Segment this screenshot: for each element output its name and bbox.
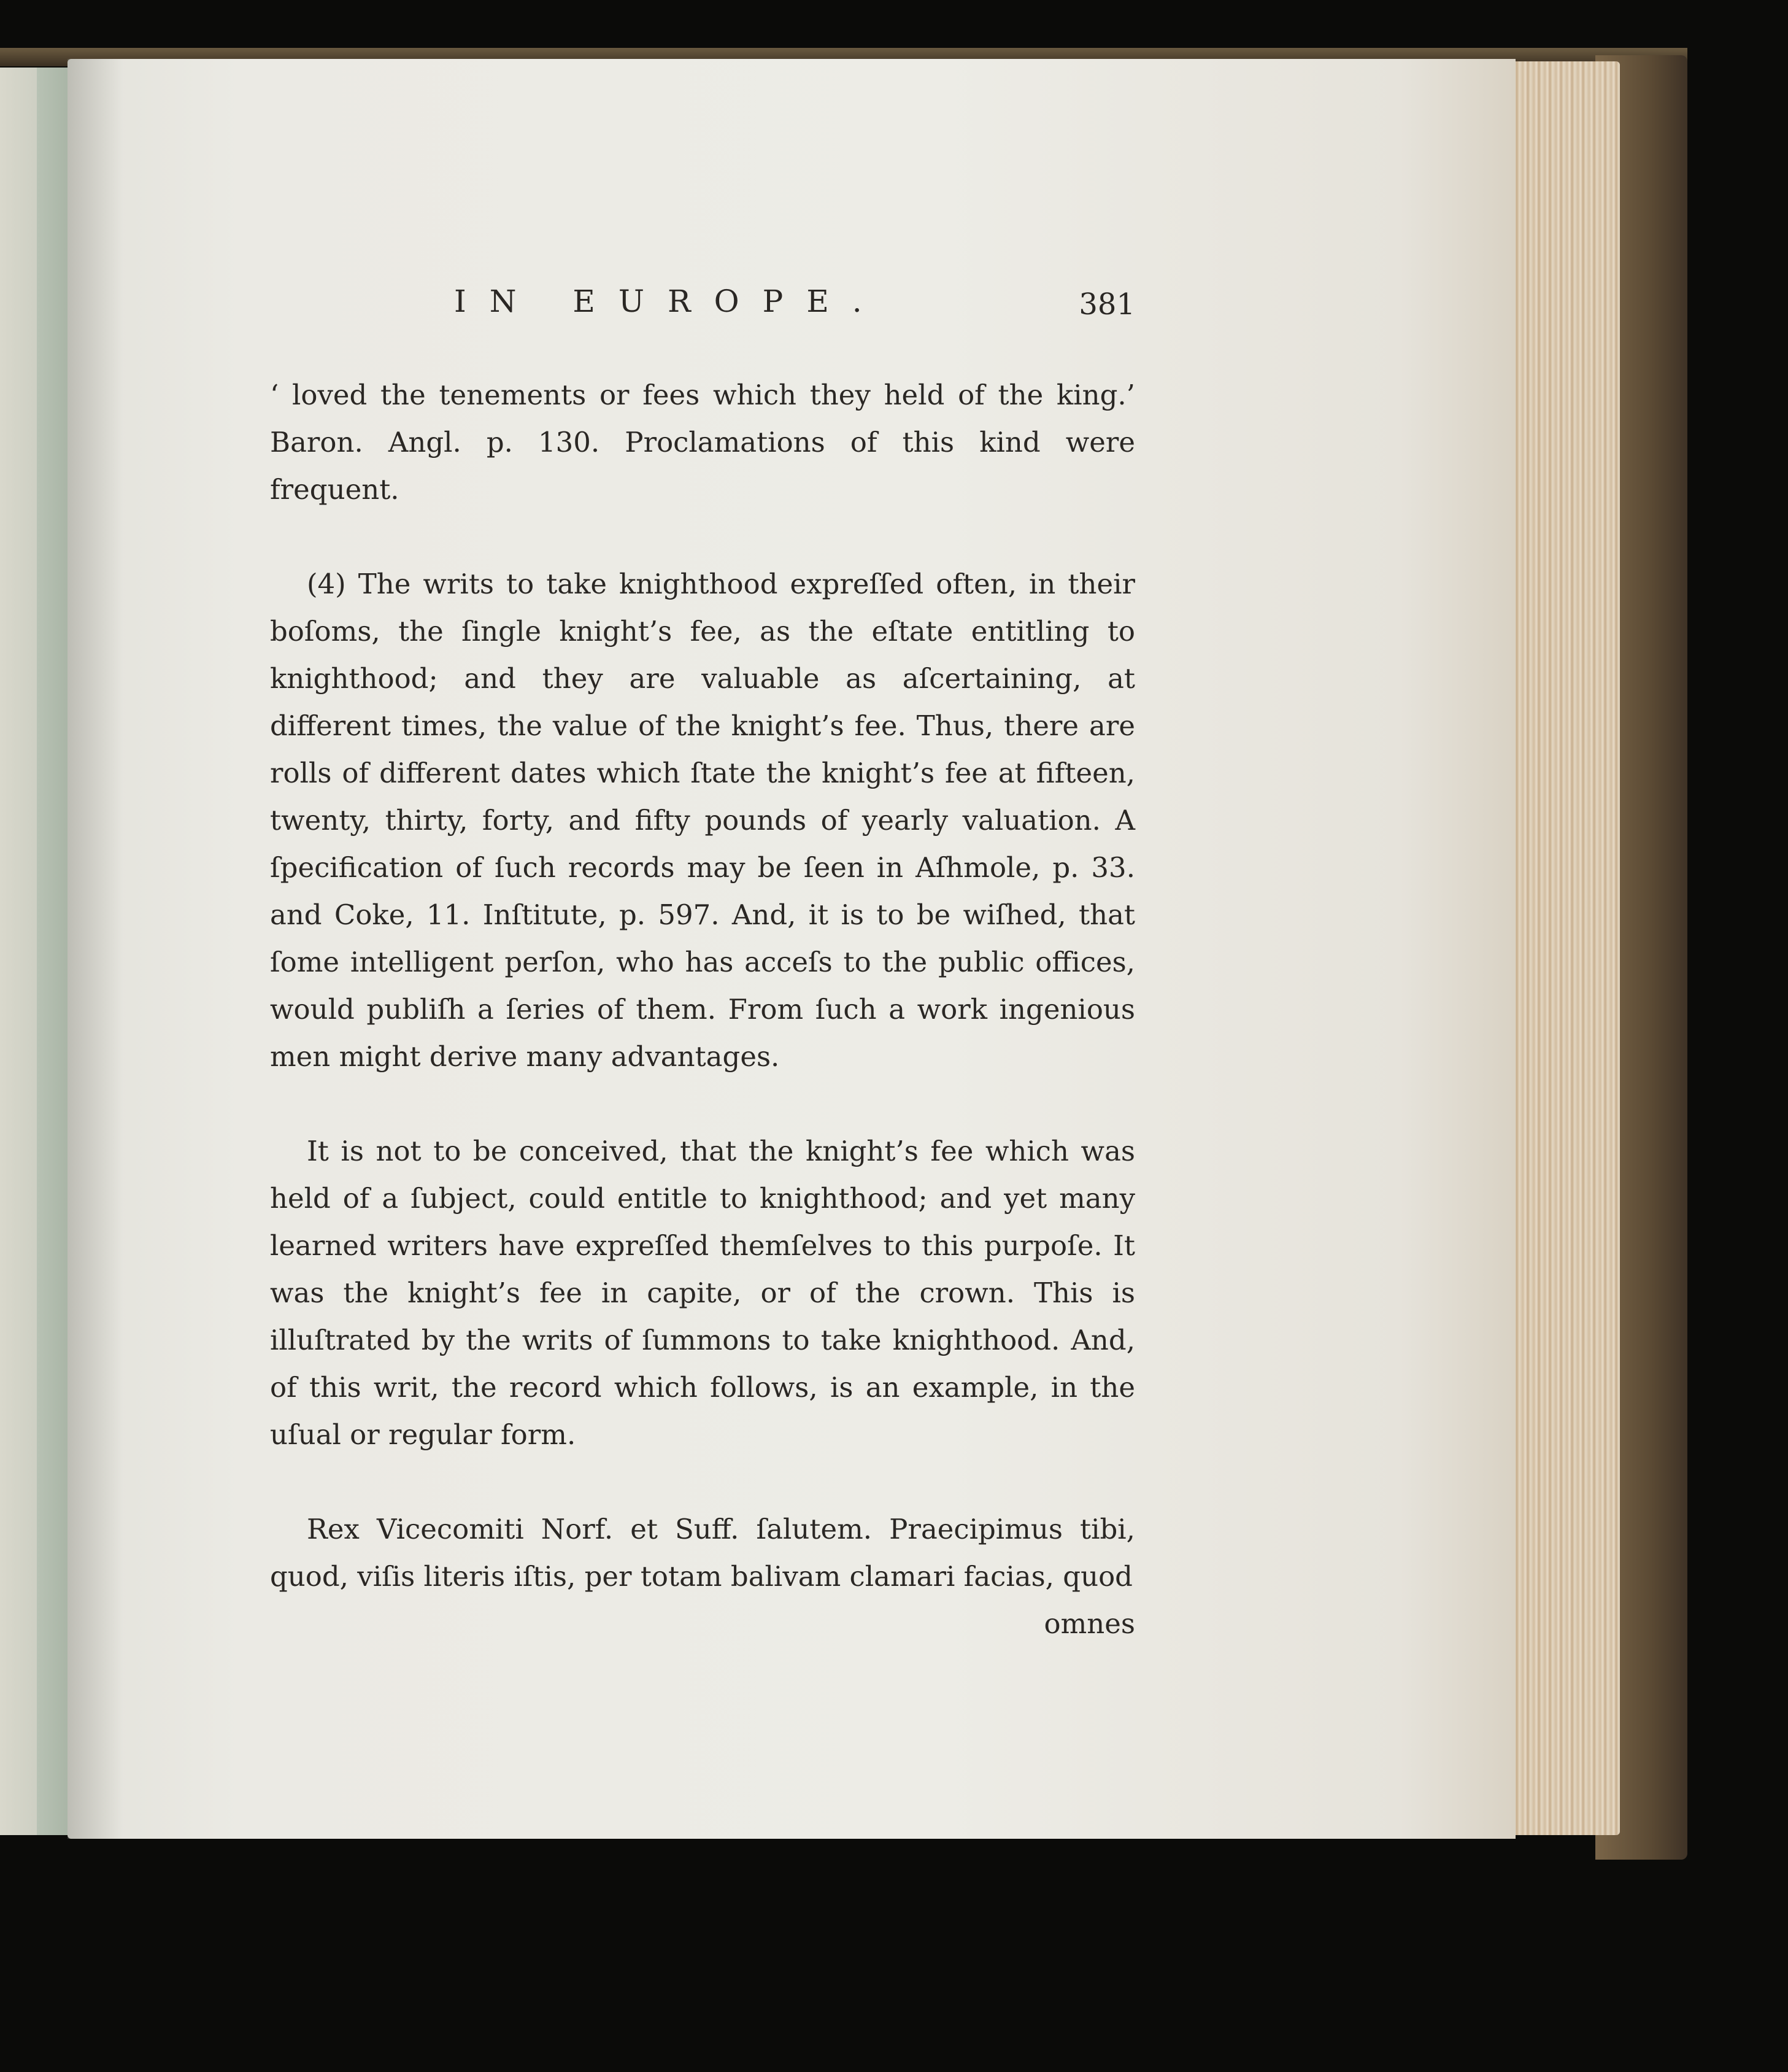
- paragraph-writ-latin: [270, 1506, 1135, 1600]
- catchword: omnes: [1044, 1607, 1135, 1640]
- paragraph-continuation: [270, 371, 1135, 513]
- page-number: 381: [1079, 287, 1135, 322]
- paragraph-note-4: [270, 560, 1135, 1080]
- paragraph-text: It is not to be conceived, that the knight’s fee which was held of a ſubject, could entitle to knighthood; and yet many learned writers have expreſſed themſelves to this purpoſe. It was the knight’s fee in capite, or of the crown. This is illuſtrated by the writs of ſummons to take knighthood. And, of this writ, the record which follows, is an example, in the uſual or regular form.: [270, 1135, 1135, 1451]
- running-title: IN EUROPE.: [454, 284, 885, 319]
- running-header: [270, 284, 1135, 333]
- page-gutter-shadow: [67, 59, 123, 1839]
- paragraph-text: ‘ loved the tenements or fees which they held of the king.’ Baron. Angl. p. 130. Proclamations of this kind were frequent.: [270, 379, 1135, 506]
- paragraph-text: (4) The writs to take knighthood expreſſed often, in their boſoms, the ſingle knight’s fee, as the eſtate entitling to knighthood; and they are valuable as aſcertaining, at different times, the value of the knight’s fee. Thus, there are rolls of different dates which ſtate the knight’s fee at fifteen, twenty, thirty, forty, and fifty pounds of yearly valuation. A ſpecification of ſuch records may be ſeen in Aſhmole, p. 33. and Coke, 11. Inſtitute, p. 597. And, it is to be wiſhed, that ſome intelligent perſon, who has acceſs to the public offices, would publiſh a ſeries of them. From ſuch a work ingenious men might derive many advantages.: [270, 568, 1135, 1073]
- paragraph-text: Rex Vicecomiti Norf. et Suff. ſalutem. Praecipimus tibi, quod, viſis literis iſtis, per totam balivam clamari facias, quod: [270, 1513, 1135, 1593]
- body-text: [270, 371, 1135, 1647]
- paragraph-knights-fee: [270, 1127, 1135, 1458]
- page-edges-stack: [1497, 61, 1620, 1835]
